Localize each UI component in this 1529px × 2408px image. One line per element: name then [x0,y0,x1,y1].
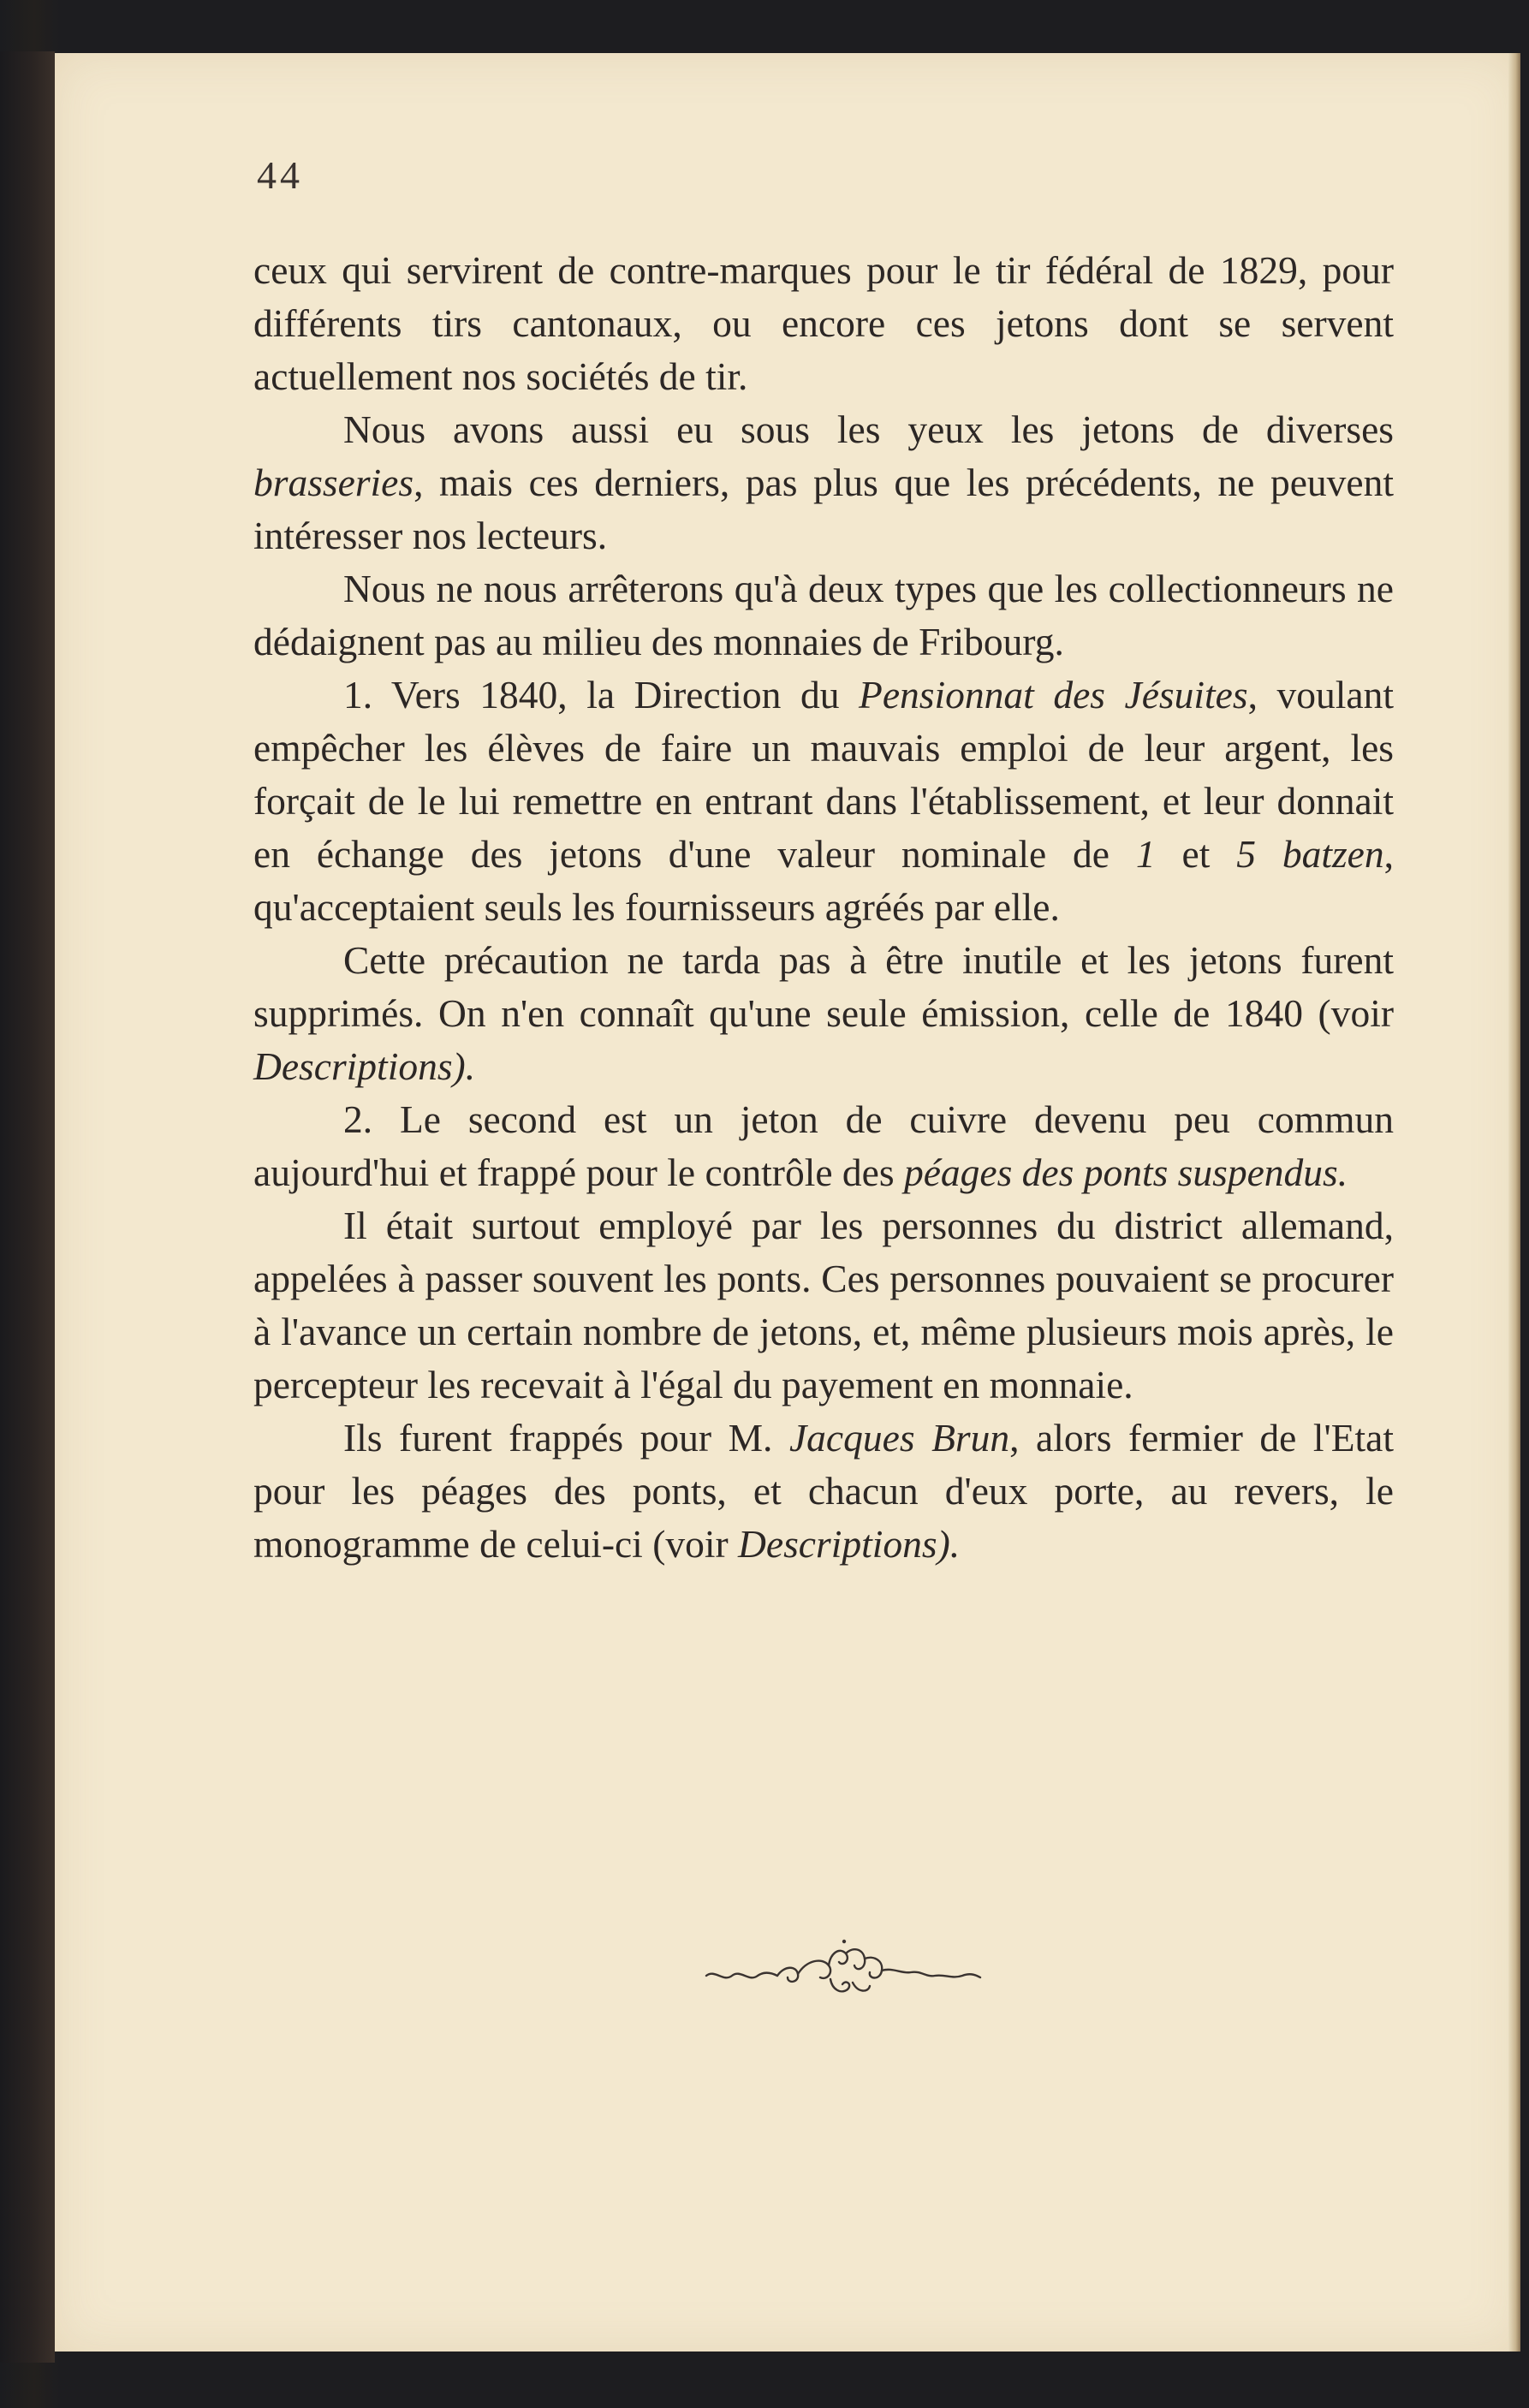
text-run: Nous ne nous arrêterons qu'à deux types que les collectionneurs ne dédaignent pas au milieu des monnaies de Fribourg. [253,567,1394,663]
italic-text-run: brasseries [253,461,414,504]
italic-text-run: 5 batzen [1236,832,1384,876]
paragraph [253,1199,1394,1412]
text-run: 1. Vers 1840, la Direction du [343,673,860,716]
text-run: , voulant empêcher les élèves de faire un mauvais emploi de leur argent, les forçait de le lui remettre en entrant dans l'établissement, et leur donnait en échange des jetons d'une valeur nominale de [253,673,1394,876]
text-run: et [1155,832,1237,876]
ornament-flourish-icon [702,1935,985,2003]
italic-text-run: Descriptions). [738,1522,961,1566]
page-edge-shadow [1508,53,1520,2352]
text-run: , mais ces derniers, pas plus que les précédents, ne peuvent intéresser nos lecteurs. [253,461,1394,557]
paragraph [253,1093,1394,1199]
page-number: 44 [257,153,303,197]
text-run: Il était surtout employé par les personnes du district allemand, appelées à passer souvent les ponts. Ces personnes pouvaient se procurer à l'avance un certain nombre de jetons, et, même plusieurs mois après, le percepteur les recevait à l'égal du payement en monnaie. [253,1204,1394,1406]
italic-text-run: péages des ponts suspendus. [903,1150,1348,1194]
text-run: ceux qui servirent de contre-marques pour le tir fédéral de 1829, pour différents tirs cantonaux, ou encore ces jetons dont se servent actuellement nos sociétés de tir. [253,248,1394,398]
paragraph [253,669,1394,934]
italic-text-run: 1 [1135,832,1156,876]
paragraph [253,403,1394,562]
text-run: Nous avons aussi eu sous les yeux les jetons de diverses [343,407,1394,451]
italic-text-run: Pensionnat des Jésuites [859,673,1248,716]
paragraph [253,1412,1394,1571]
text-run: Ils furent frappés pour M. [343,1416,789,1460]
paragraph [253,934,1394,1093]
text-run: , alors fermier de l'Etat pour les péages des ponts, et chacun d'eux porte, au revers, le monogramme de celui-ci (voir [253,1416,1394,1566]
text-run: Cette précaution ne tarda pas à être inutile et les jetons furent supprimés. On n'en connaît qu'une seule émission, celle de 1840 (voir [253,938,1394,1035]
italic-text-run: Jacques Brun [788,1416,1010,1460]
paragraph [253,562,1394,669]
text-run: , qu'acceptaient seuls les fournisseurs agréés par elle. [253,832,1394,929]
body-text [253,244,1394,1571]
paragraph [253,244,1394,403]
italic-text-run: Descriptions). [253,1044,476,1088]
text-run: 2. Le second est un jeton de cuivre devenu peu commun aujourd'hui et frappé pour le contrôle des [253,1097,1394,1194]
book-binding-edge [0,51,55,2363]
